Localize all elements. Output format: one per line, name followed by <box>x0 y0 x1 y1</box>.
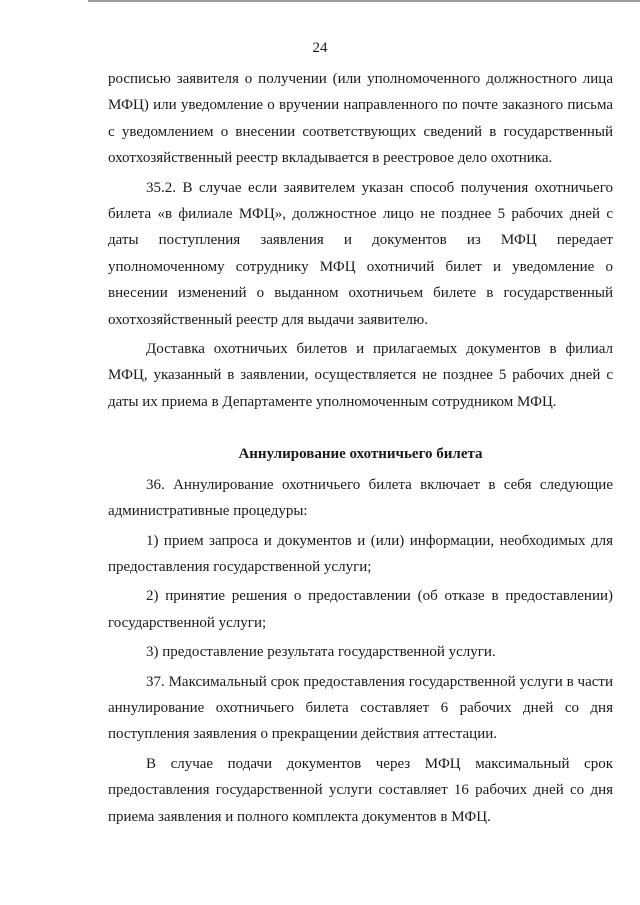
scan-border-line <box>88 0 640 2</box>
paragraph-36: 36. Аннулирование охотничьего билета включает в себя следующие административные процедуры: <box>108 476 613 520</box>
paragraph-37: 37. Максимальный срок предоставления государственной услуги в части аннулирование охотничьего билета составляет 6 рабочих дней со дня поступления заявления о прекращении действия аттестации. <box>108 673 613 743</box>
section-heading: Аннулирование охотничьего билета <box>238 446 483 463</box>
document-body <box>108 66 613 830</box>
list-item-1: 1) прием запроса и документов и (или) информации, необходимых для предоставления государственной услуги; <box>108 532 613 575</box>
page-number: 24 <box>312 40 328 56</box>
paragraph-delivery: Доставка охотничьих билетов и прилагаемых документов в филиал МФЦ, указанный в заявлении, осуществляется не позднее 5 рабочих дней с даты их приема в Департаменте уполномоченным сотрудником МФЦ. <box>108 341 613 410</box>
paragraph-continuation: росписью заявителя о получении (или уполномоченного должностного лица МФЦ) или уведомление о вручении направленного по почте заказного письма с уведомлением о внесении соответствующих сведений в государственный охотхозяйственный реестр вкладывается в реестровое дело охотника. <box>108 71 613 167</box>
paragraph-35-2: 35.2. В случае если заявителем указан способ получения охотничьего билета «в филиале МФЦ», должностное лицо не позднее 5 рабочих дней с даты поступления заявления и документов из МФЦ передает уполномоченному сотруднику МФЦ охотничий билет и уведомление о внесении изменений о выданном охотничьем билете в государственный охотхозяйственный реестр для выдачи заявителю. <box>108 179 613 328</box>
list-item-2: 2) принятие решения о предоставлении (об отказе в предоставлении) государственной услуги; <box>108 588 613 631</box>
list-item-3: 3) предоставление результата государственной услуги. <box>146 644 496 661</box>
paragraph-mfc: В случае подачи документов через МФЦ максимальный срок предоставления государственной услуги составляет 16 рабочих дней со дня приема заявления и полного комплекта документов в МФЦ. <box>108 755 613 825</box>
